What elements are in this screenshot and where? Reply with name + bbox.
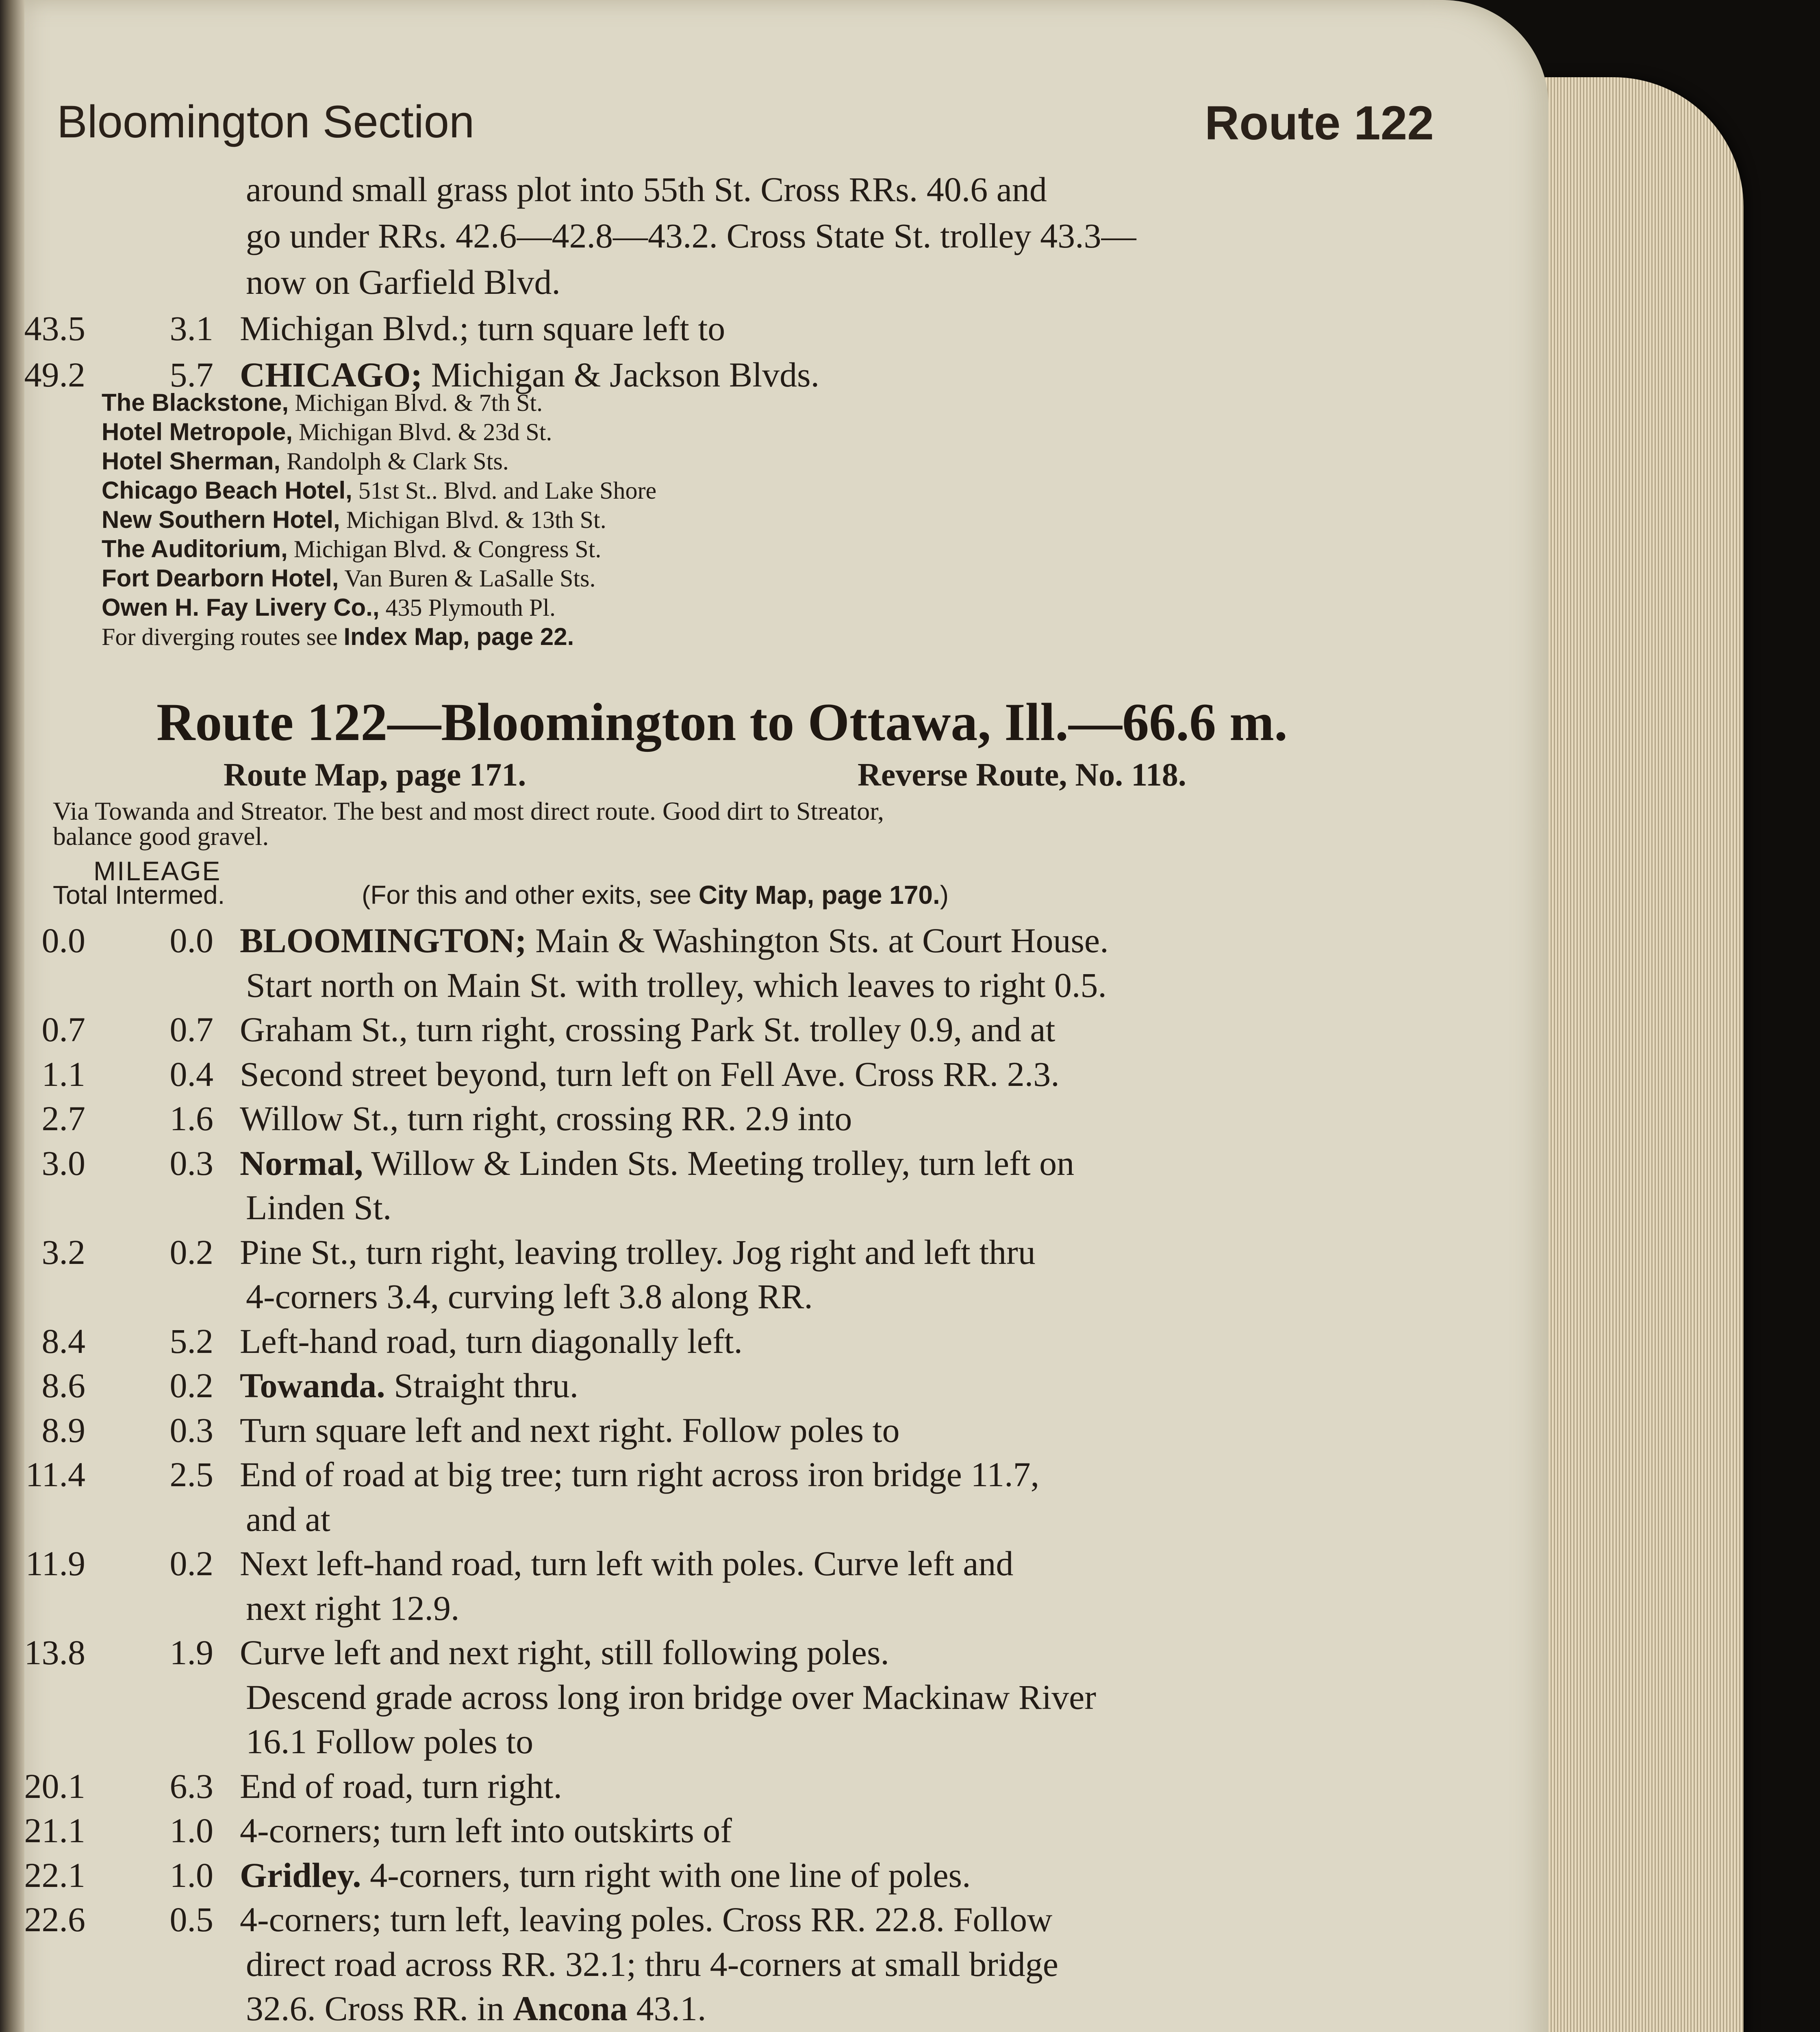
intermediate-mileage: 0.2 xyxy=(169,1232,213,1272)
total-mileage: 20.1 xyxy=(24,1766,85,1806)
place-name: Normal, xyxy=(240,1143,363,1183)
direction-text xyxy=(240,1897,1052,1942)
route-entry-row xyxy=(0,1630,1439,1675)
direction-body: End of road, turn right. xyxy=(240,1766,562,1806)
city-map-note: (For this and other exits, see City Map, page 170.) xyxy=(362,880,949,910)
route-entry-row xyxy=(0,918,1439,963)
route-entry-row xyxy=(0,1452,1439,1497)
place-name: Ancona xyxy=(513,1989,628,2028)
total-mileage: 11.4 xyxy=(25,1455,85,1494)
hotel-name: Hotel Sherman, xyxy=(102,447,281,475)
route-entry-row xyxy=(0,1140,1439,1186)
route-entry-row xyxy=(0,1852,1439,1898)
direction-body: go under RRs. 42.6—42.8—43.2. Cross State St. trolley 43.3— xyxy=(246,216,1136,255)
intermediate-mileage: 0.2 xyxy=(169,1366,213,1405)
direction-body: End of road at big tree; turn right across iron bridge 11.7, xyxy=(240,1455,1040,1494)
route-entry-row xyxy=(0,1051,1439,1097)
total-mileage: 8.6 xyxy=(41,1366,85,1405)
hotel-name: The Auditorium, xyxy=(102,535,288,562)
intermediate-mileage: 0.3 xyxy=(169,1410,213,1450)
hotel-address: Randolph & Clark Sts. xyxy=(280,448,509,475)
total-mileage: 3.2 xyxy=(41,1232,85,1272)
direction-text xyxy=(240,1452,1039,1497)
route-entry-row xyxy=(0,1363,1439,1408)
hotel-row xyxy=(0,593,1439,622)
place-name: Towanda. xyxy=(240,1366,385,1405)
route-description-line: balance good gravel. xyxy=(53,822,269,851)
direction-body: Willow St., turn right, crossing RR. 2.9 into xyxy=(240,1099,852,1138)
hotel-text xyxy=(102,417,552,447)
intermediate-mileage: 0.5 xyxy=(169,1900,213,1939)
hotel-text xyxy=(102,593,556,622)
intermediate-mileage: 1.0 xyxy=(169,1855,213,1895)
reverse-route-ref: Reverse Route, No. 118. xyxy=(858,757,1186,793)
route-header: Route 122 xyxy=(1205,96,1434,150)
direction-text xyxy=(240,306,725,351)
column-header xyxy=(53,880,949,910)
direction-text xyxy=(240,1630,889,1675)
route-entry-row xyxy=(0,1407,1439,1453)
direction-text xyxy=(246,1585,460,1631)
direction-text xyxy=(246,167,1047,212)
section-header: Bloomington Section xyxy=(57,96,475,147)
route-entry-row xyxy=(0,1763,1439,1809)
intermediate-mileage xyxy=(165,2030,213,2032)
hotel-row xyxy=(0,534,1439,564)
hotel-name: Owen H. Fay Livery Co., xyxy=(102,594,380,621)
direction-body: Start north on Main St. with trolley, which leaves to right 0.5. xyxy=(246,965,1107,1005)
direction-body: Graham St., turn right, crossing Park St. trolley 0.9, and at xyxy=(240,1010,1056,1049)
place-name: Gridley. xyxy=(240,1855,361,1895)
route-entry-row xyxy=(0,306,1439,351)
hotel-text xyxy=(102,388,543,417)
column-header-total-intermed: Total Intermed. xyxy=(53,880,225,910)
direction-text xyxy=(240,1407,900,1453)
direction-text xyxy=(240,1763,562,1809)
direction-body: Curve left and next right, still following poles. xyxy=(240,1633,889,1672)
direction-body: next right 12.9. xyxy=(246,1588,460,1628)
intermediate-mileage: 2.5 xyxy=(169,1455,213,1494)
hotel-row xyxy=(0,417,1439,447)
direction-body: Michigan Blvd.; turn square left to xyxy=(240,309,725,348)
intermediate-mileage: 5.7 xyxy=(169,355,213,394)
hotel-name: New Southern Hotel, xyxy=(102,506,340,533)
direction-text xyxy=(240,1051,1060,1097)
direction-body: Pine St., turn right, leaving trolley. Jog right and left thru xyxy=(240,1232,1036,1272)
total-mileage: 43.5 xyxy=(24,309,85,348)
hotel-row xyxy=(0,388,1439,417)
direction-text xyxy=(240,1318,743,1364)
hotel-row xyxy=(0,476,1439,505)
direction-body: Next left-hand road, turn left with poles. Curve left and xyxy=(240,1544,1014,1583)
direction-body: 4-corners, turn right with one line of poles. xyxy=(361,1855,971,1895)
direction-text xyxy=(240,2030,1043,2032)
intermediate-mileage: 0.7 xyxy=(169,1010,213,1049)
direction-text xyxy=(246,962,1107,1008)
direction-pre: 32.6. Cross RR. in xyxy=(246,1989,513,2028)
route-entry-row xyxy=(0,1274,1439,1319)
hotel-address: For diverging routes see xyxy=(102,623,344,650)
route-entry-row xyxy=(0,167,1439,212)
direction-text xyxy=(240,1808,732,1853)
total-mileage xyxy=(20,2030,85,2032)
hotel-text xyxy=(102,505,606,534)
total-mileage: 8.9 xyxy=(41,1410,85,1450)
route-entry-row xyxy=(0,1941,1439,1987)
direction-text xyxy=(240,1140,1074,1186)
hotel-text xyxy=(102,564,596,593)
hotel-address: Michigan Blvd. & 7th St. xyxy=(289,389,543,416)
direction-body: Descend grade across long iron bridge over Mackinaw River xyxy=(246,1677,1096,1717)
direction-text xyxy=(240,1541,1013,1586)
route-entry-row xyxy=(0,1986,1439,2031)
total-mileage: 3.0 xyxy=(41,1143,85,1183)
mileage-label: MILEAGE xyxy=(93,856,222,886)
hotel-address: 51st St.. Blvd. and Lake Shore xyxy=(352,477,657,504)
direction-text xyxy=(246,1986,706,2031)
total-mileage: 13.8 xyxy=(24,1633,85,1672)
total-mileage: 49.2 xyxy=(24,355,85,394)
total-mileage: 0.0 xyxy=(41,921,85,960)
total-mileage: 0.7 xyxy=(41,1010,85,1049)
route-entry-row xyxy=(0,1719,1439,1764)
place-name: CHICAGO; xyxy=(240,355,423,394)
route-entry-row xyxy=(0,1229,1439,1275)
hotel-address: Michigan Blvd. & Congress St. xyxy=(287,536,602,562)
intermediate-mileage: 1.6 xyxy=(169,1099,213,1138)
direction-text xyxy=(246,1185,391,1230)
place-name: BLOOMINGTON; xyxy=(240,921,527,960)
route-entry-row xyxy=(0,1318,1439,1364)
hotel-address: Van Buren & LaSalle Sts. xyxy=(339,565,596,592)
hotel-row xyxy=(0,505,1439,534)
direction-text xyxy=(240,918,1109,963)
route-description-line: Via Towanda and Streator. The best and most direct route. Good dirt to Streator, xyxy=(53,797,884,825)
intermediate-mileage: 6.3 xyxy=(169,1766,213,1806)
direction-body: now on Garfield Blvd. xyxy=(246,263,560,302)
route-entry-row xyxy=(0,1808,1439,1853)
direction-text xyxy=(240,1363,578,1408)
direction-body: Left-hand road, turn diagonally left. xyxy=(240,1321,743,1361)
direction-text xyxy=(246,1941,1058,1987)
intermediate-mileage: 0.0 xyxy=(169,921,213,960)
intermediate-mileage: 5.2 xyxy=(169,1321,213,1361)
route-entry-row xyxy=(0,1541,1439,1586)
direction-body: Second street beyond, turn left on Fell Ave. Cross RR. 2.3. xyxy=(240,1054,1060,1094)
direction-body: direct road across RR. 32.1; thru 4-corners at small bridge xyxy=(246,1944,1058,1984)
route-heading: Route 122—Bloomington to Ottawa, Ill.—66.6 m. xyxy=(156,692,1288,752)
direction-body: and at xyxy=(246,1499,330,1539)
intermediate-mileage: 3.1 xyxy=(169,309,213,348)
total-mileage: 8.4 xyxy=(41,1321,85,1361)
index-map-ref: Index Map, page 22. xyxy=(343,623,574,650)
hotel-text xyxy=(102,534,601,564)
intermediate-mileage: 0.4 xyxy=(169,1054,213,1094)
route-entry-row xyxy=(0,2030,1439,2032)
direction-body: 4-corners 3.4, curving left 3.8 along RR. xyxy=(246,1277,813,1316)
hotel-address: 435 Plymouth Pl. xyxy=(379,594,556,621)
direction-text xyxy=(246,1274,813,1319)
direction-text xyxy=(240,1096,852,1141)
route-entry-row xyxy=(0,213,1439,258)
direction-body: Main & Washington Sts. at Court House. xyxy=(526,921,1109,960)
direction-body: Willow & Linden Sts. Meeting trolley, turn left on xyxy=(363,1143,1075,1183)
hotel-name: The Blackstone, xyxy=(102,389,289,416)
total-mileage: 2.7 xyxy=(41,1099,85,1138)
direction-text xyxy=(246,1719,533,1764)
route-entry-row xyxy=(0,1185,1439,1230)
direction-text xyxy=(240,1852,971,1898)
route-map-ref: Route Map, page 171. xyxy=(224,757,526,793)
total-mileage: 21.1 xyxy=(24,1811,85,1850)
hotel-name: Chicago Beach Hotel, xyxy=(102,477,352,504)
total-mileage: 1.1 xyxy=(41,1054,85,1094)
direction-text xyxy=(246,259,560,305)
route-entry-row xyxy=(0,1897,1439,1942)
route-entry-row xyxy=(0,962,1439,1008)
direction-body: 16.1 Follow poles to xyxy=(246,1722,534,1761)
direction-body: 4-corners; turn left into outskirts of xyxy=(240,1811,732,1850)
direction-body: 4-corners; turn left, leaving poles. Cross RR. 22.8. Follow xyxy=(240,1900,1053,1939)
route-entry-row xyxy=(0,1585,1439,1631)
direction-body: around small grass plot into 55th St. Cross RRs. 40.6 and xyxy=(246,170,1047,209)
hotel-address: Michigan Blvd. & 13th St. xyxy=(340,506,606,533)
total-mileage: 11.9 xyxy=(25,1544,85,1583)
hotel-text xyxy=(102,447,509,476)
direction-body: Linden St. xyxy=(246,1188,392,1227)
direction-text xyxy=(246,213,1136,258)
direction-text xyxy=(240,1229,1036,1275)
direction-body: Michigan & Jackson Blvds. xyxy=(422,355,820,394)
hotel-name: Fort Dearborn Hotel, xyxy=(102,564,339,592)
hotel-name: Hotel Metropole, xyxy=(102,418,293,445)
direction-text xyxy=(240,1007,1055,1052)
direction-text xyxy=(246,1674,1096,1720)
intermediate-mileage: 1.0 xyxy=(169,1811,213,1850)
direction-text xyxy=(246,1496,330,1542)
route-entry-row xyxy=(0,1096,1439,1141)
route-entry-row xyxy=(0,259,1439,305)
route-entry-row xyxy=(0,1674,1439,1720)
hotel-row xyxy=(0,564,1439,593)
total-mileage: 22.6 xyxy=(24,1900,85,1939)
direction-body: Turn square left and next right. Follow poles to xyxy=(240,1410,900,1450)
hotel-text xyxy=(102,476,656,505)
route-entry-row xyxy=(0,1007,1439,1052)
direction-body: 43.1. xyxy=(628,1989,706,2028)
hotel-text xyxy=(102,622,574,651)
total-mileage: 22.1 xyxy=(24,1855,85,1895)
direction-body: Straight thru. xyxy=(385,1366,579,1405)
intermediate-mileage: 0.2 xyxy=(169,1544,213,1583)
hotel-row xyxy=(0,622,1439,651)
intermediate-mileage: 1.9 xyxy=(169,1633,213,1672)
hotel-address: Michigan Blvd. & 23d St. xyxy=(293,419,552,445)
hotel-row xyxy=(0,447,1439,476)
intermediate-mileage: 0.3 xyxy=(169,1143,213,1183)
page-edges xyxy=(1516,77,1744,2032)
route-entry-row xyxy=(0,1496,1439,1542)
